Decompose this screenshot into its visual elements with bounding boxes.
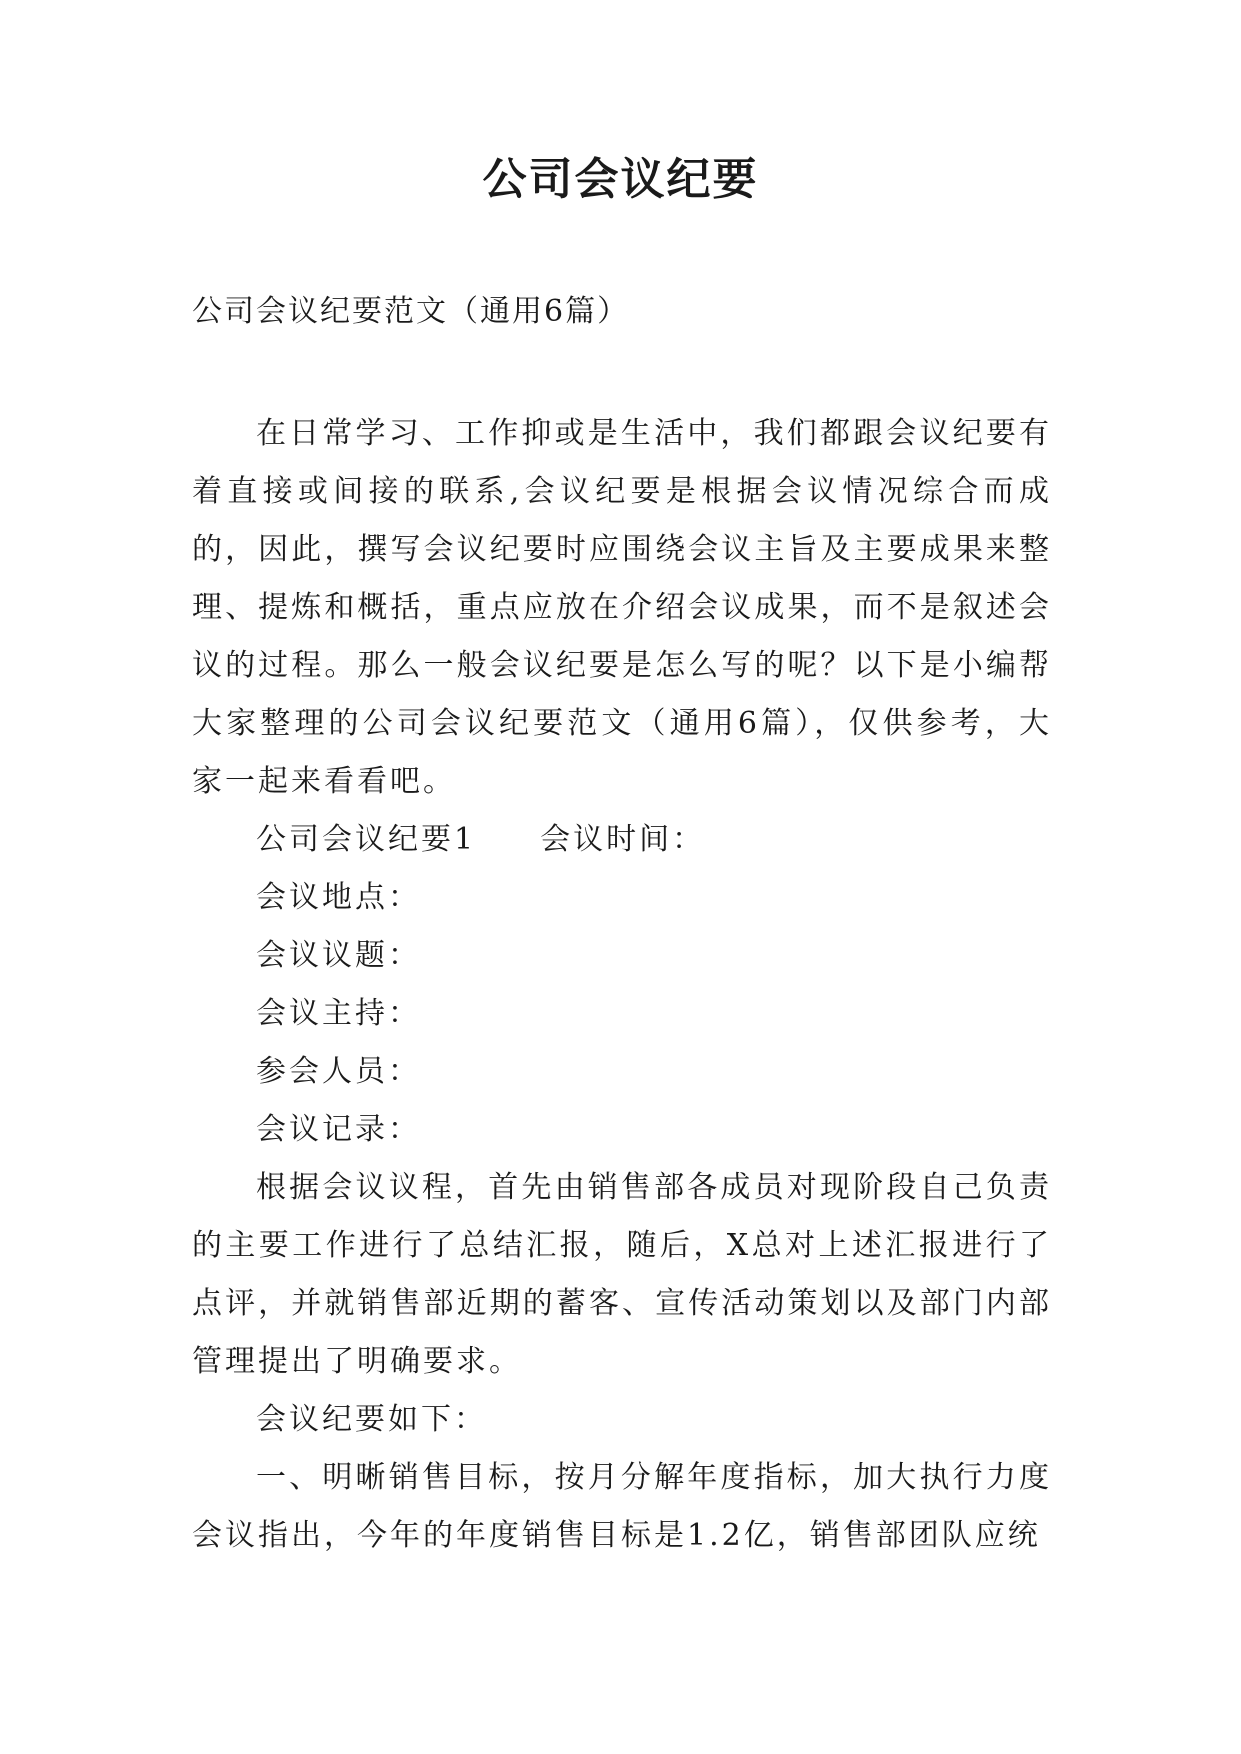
meeting-host-label: 会议主持： [256, 996, 421, 1031]
point-one-paragraph: 一、明晰销售目标，按月分解年度指标，加大执行力度会议指出，今年的年度销售目标是1.2亿，销售部团队应统 [192, 1460, 1052, 1553]
document-subtitle: 公司会议纪要范文（通用6篇） [192, 294, 630, 329]
document-body [192, 405, 1052, 1565]
meeting-topic-label: 会议议题： [256, 938, 421, 973]
summary-label: 会议纪要如下： [256, 1402, 487, 1437]
meeting-place-label: 会议地点： [256, 880, 421, 915]
intro-paragraph: 在日常学习、工作抑或是生活中，我们都跟会议纪要有着直接或间接的联系,会议纪要是根据会议情况综合而成的，因此，撰写会议纪要时应围绕会议主旨及主要成果来整理、提炼和概括，重点应放在介绍会议成果，而不是叙述会议的过程。那么一般会议纪要是怎么写的呢？以下是小编帮大家整理的公司会议纪要范文（通用6篇），仅供参考，大家一起来看看吧。 [192, 416, 1052, 799]
section-heading-line [192, 811, 1052, 869]
section-heading: 公司会议纪要1 [256, 822, 477, 857]
attendees-label: 参会人员： [256, 1054, 421, 1089]
record-label: 会议记录： [256, 1112, 421, 1147]
document-title: 公司会议纪要 [482, 154, 759, 205]
meeting-time-label: 会议时间： [540, 822, 706, 857]
record-paragraph: 根据会议议程，首先由销售部各成员对现阶段自己负责的主要工作进行了总结汇报，随后，X总对上述汇报进行了点评，并就销售部近期的蓄客、宣传活动策划以及部门内部管理提出了明确要求。 [192, 1170, 1052, 1379]
